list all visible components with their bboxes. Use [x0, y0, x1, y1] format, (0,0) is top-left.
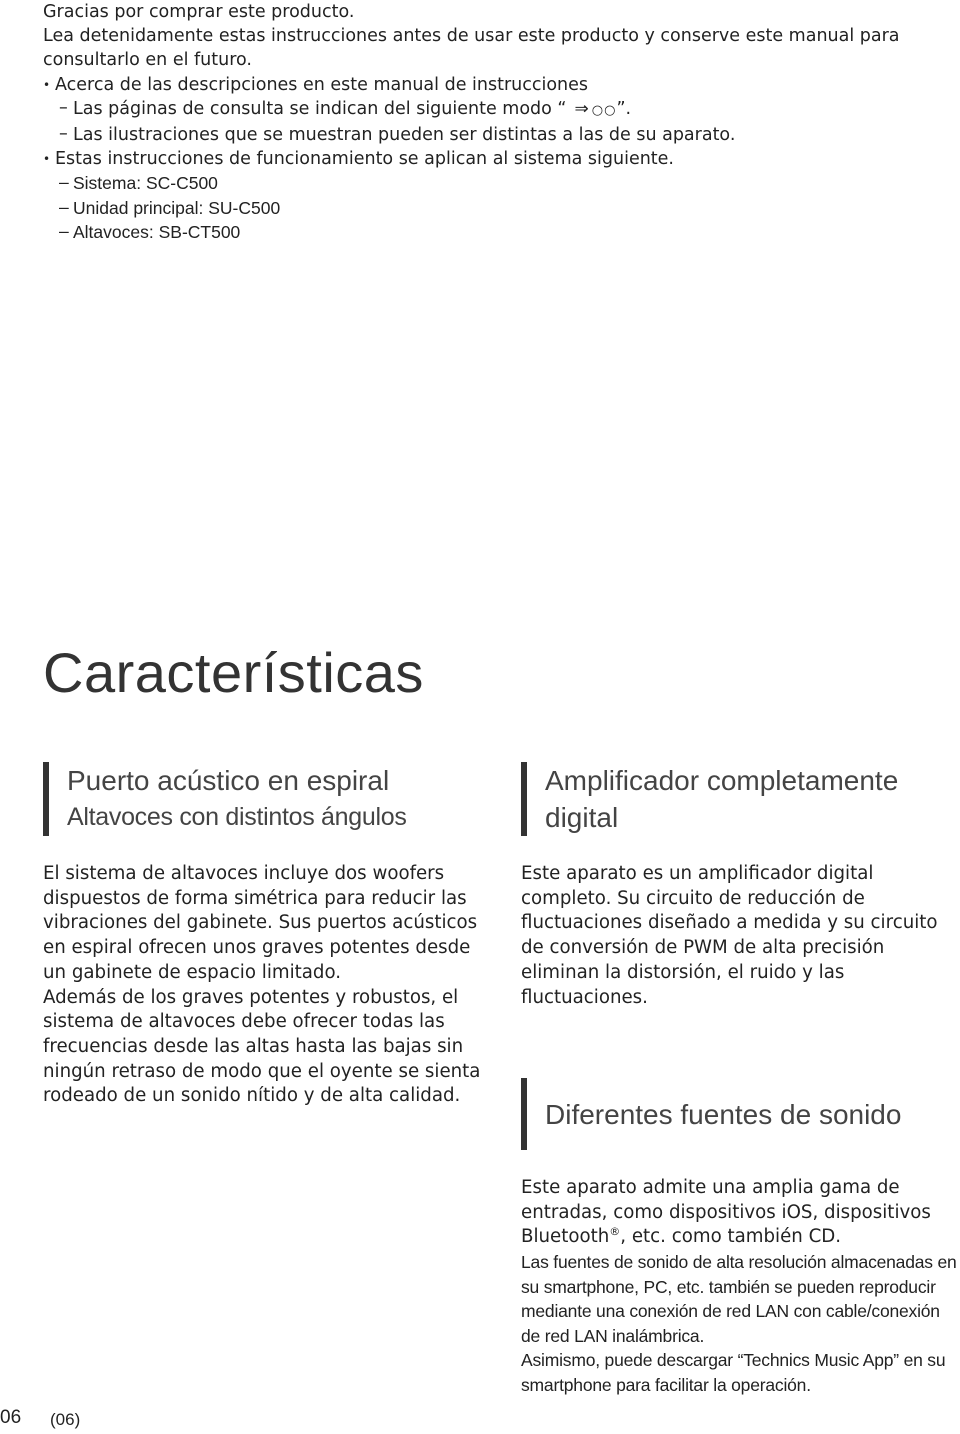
paragraph-high-resolution: Las fuentes de sonido de alta resolución almacenadas en su smartphone, PC, etc. también se pueden reproducir mediante una conexión de red LAN con cable/conexión de red LAN inalámbrica.: [521, 1252, 957, 1346]
section-body-spiral-port: [43, 862, 483, 1109]
arrow-icon: ⇒: [574, 98, 589, 119]
registered-mark: ®: [609, 1225, 621, 1239]
section-title-amplifier-line1: Amplificador completamente: [545, 765, 899, 796]
thanks-line: Gracias por comprar este producto.: [43, 2, 355, 22]
dash-illustrations: – Las ilustraciones que se muestran pueden ser distintas a las de su aparato.: [43, 123, 923, 147]
dash-reference-text: Las páginas de consulta se indican del siguiente modo “: [73, 98, 567, 119]
section-body-sound-sources: [521, 1176, 960, 1398]
page-title: Características: [43, 641, 424, 704]
intro-block: [43, 0, 923, 244]
paragraph-powerful-bass: Además de los graves potentes y robustos, el sistema de altavoces debe ofrecer todas las frecuencias desde las altas hasta las bajas sin ningún retraso de modo que el oyente se sienta rodeado de un sonido nítido y de alta calidad.: [43, 986, 481, 1107]
page-placeholder-circles: ○○: [591, 102, 617, 118]
dash-speakers: – Altavoces: SB-CT500: [43, 220, 923, 244]
section-subtitle-speakers: Altavoces con distintos ángulos: [67, 803, 407, 831]
section-title-spiral-port: Puerto acústico en espiral: [67, 765, 390, 796]
section-head-amplifier: [521, 762, 898, 836]
section-title-amplifier-line2: digital: [545, 802, 619, 833]
section-title-sound-sources: Diferentes fuentes de sonido: [545, 1098, 902, 1130]
dash-reference-pages: [43, 97, 923, 123]
dash-main-unit: – Unidad principal: SU-C500: [43, 196, 923, 220]
bullet-system: • Estas instrucciones de funcionamiento se aplican al sistema siguiente.: [43, 147, 923, 171]
paragraph-music-app: Asimismo, puede descargar “Technics Music App” en su smartphone para facilitar la operación.: [521, 1350, 946, 1396]
page-number-secondary: (06): [50, 1410, 81, 1429]
bullet-descriptions: • Acerca de las descripciones en este manual de instrucciones: [43, 73, 923, 97]
read-instructions-line: Lea detenidamente estas instrucciones antes de usar este producto y conserve este manual para consultarlo en el futuro.: [43, 26, 900, 71]
inputs-text: Este aparato admite una amplia gama de entradas, como dispositivos iOS, dispositivos Bluetooth: [521, 1177, 931, 1248]
section-head-sound-sources: [521, 1078, 901, 1150]
section-head-spiral-port: [43, 762, 407, 836]
section-body-amplifier: [521, 862, 956, 1010]
dash-system: – Sistema: SC-C500: [43, 171, 923, 195]
paragraph-speaker-system: El sistema de altavoces incluye dos woofers dispuestos de forma simétrica para reducir las vibraciones del gabinete. Sus puertos acústicos en espiral ofrecen unos graves potentes desde un gabinete de espacio limitado.: [43, 863, 478, 983]
page-number: 06: [0, 1407, 22, 1428]
paragraph-inputs: [521, 1176, 960, 1250]
inputs-text-end: , etc. como también CD.: [620, 1226, 842, 1248]
dash-reference-end: ”.: [616, 98, 632, 119]
paragraph-digital-amplifier: Este aparato es un amplificador digital completo. Su circuito de reducción de fluctuaciones diseñado a medida y su circuito de conversión de PWM de alta precisión eliminan la distorsión, el ruido y las fluctuaciones.: [521, 863, 938, 1008]
